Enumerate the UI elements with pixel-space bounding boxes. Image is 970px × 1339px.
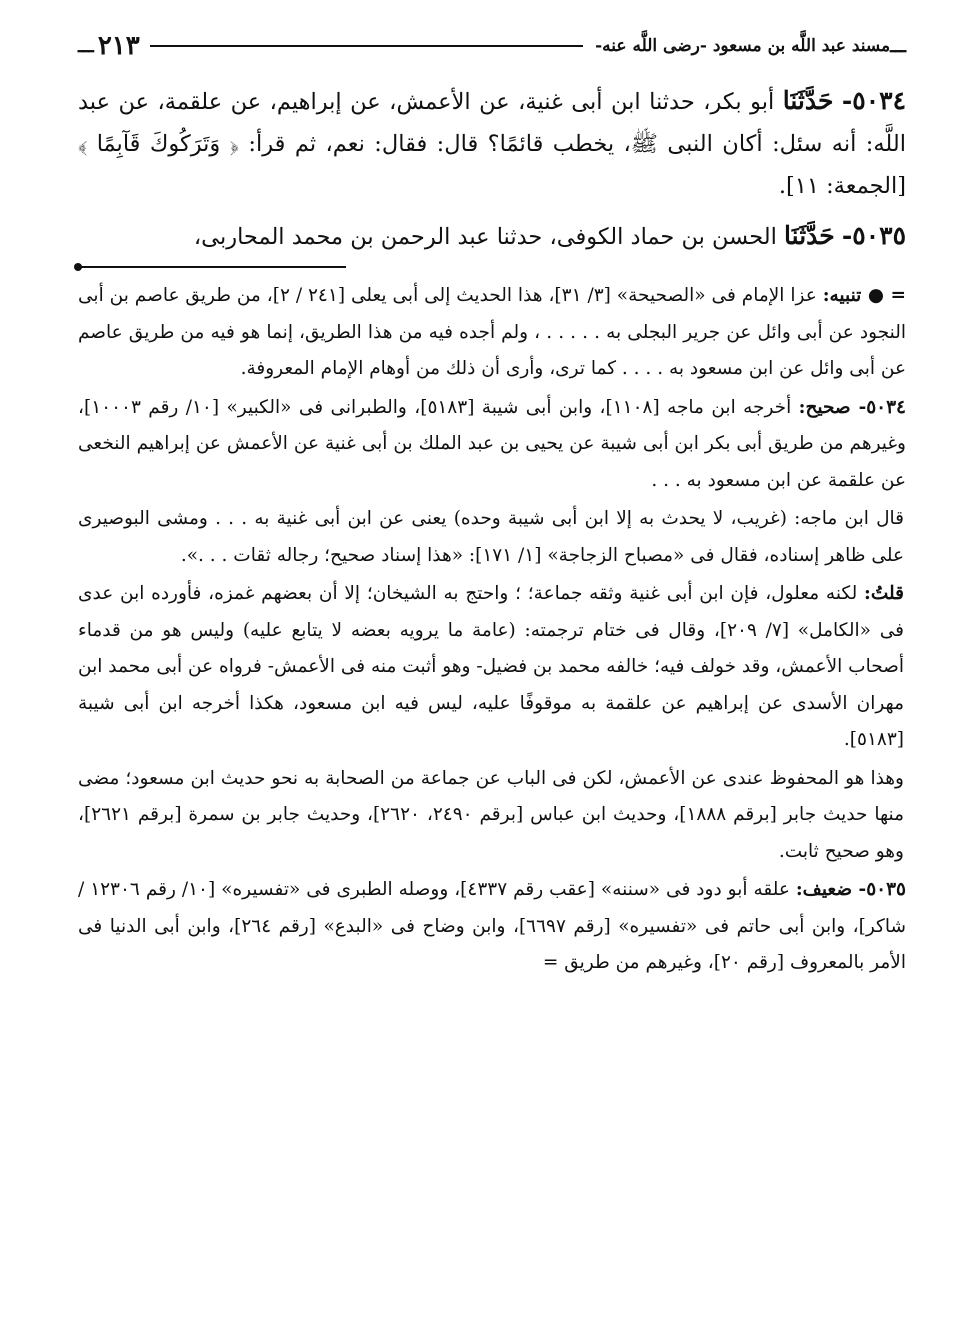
header-rule	[150, 45, 583, 47]
note-prefix: ٥٠٣٤- صحيح:	[798, 396, 906, 418]
note-prefix: = ● تنبيه:	[822, 285, 906, 306]
page	[78, 22, 906, 984]
hadith-5034	[78, 80, 906, 207]
note-5034-qultu	[78, 576, 906, 759]
note-text: علقه أبو دود فى «سننه» [عقب رقم ٤٣٣٧]، ووصله الطبرى فى «تفسيره» [١٠/ رقم ١٢٣٠٦ / شاكر]، وابن أبى حاتم فى «تفسيره» [رقم ٦٦٩٧]، وابن وضاح فى «البدع» [رقم ٢٦٤]، وابن أبى الدنيا فى الأمر بالمعروف [رقم ٢٠]، وغيرهم من طريق =	[78, 879, 906, 973]
note-5035	[78, 872, 906, 982]
note-tanbih	[78, 278, 906, 388]
haddathana-word: حَدَّثَنَا	[782, 86, 834, 115]
note-5034-mahfuz: وهذا هو المحفوظ عندى عن الأعمش، لكن فى الباب عن جماعة من الصحابة به نحو حديث ابن مسعود؛ مضى منها حديث جابر [برقم ١٨٨٨]، وحديث ابن عباس [برقم ٢٤٩٠، ٢٦٢٠]، وحديث جابر بن سمرة [برقم ٢٦٢١]، وهو صحيح ثابت.	[78, 767, 904, 862]
separator-dot	[74, 263, 82, 271]
header-dash-left: ـــ	[78, 35, 94, 57]
note-prefix: قلتُ:	[864, 583, 904, 604]
header-dash-right: ـــ	[890, 35, 906, 57]
hadith-5035	[78, 215, 906, 258]
hadith-text: أبو بكر، حدثنا ابن أبى غنية، عن الأعمش، عن إبراهيم، عن علقمة، عن عبد اللَّه: أنه سئل: أكان النبى ﷺ، يخطب قائمًا؟ قال: فقال: نعم، ثم قرأ: ﴿ وَتَرَكُوكَ قَآبِمًا ﴾ [الجمعة: ١١].	[78, 89, 906, 199]
hadith-number: ٥٠٣٥-	[841, 221, 906, 250]
note-text: لكنه معلول، فإن ابن أبى غنية وثقه جماعة؛ ؛ واحتج به الشيخان؛ إلا أن بعضهم غمزه، فأورده ابن عدى فى «الكامل» [٧/ ٢٠٩]، وقال فى ختام ترجمته: (عامة ما يرويه بعضه لا يتابع عليه) وليس هو من قدماء أصحاب الأعمش، وقد خولف فيه؛ خالفه محمد بن فضيل- وهو أثبت منه فى الأعمش- فرواه عن أبى محمد ابن مهران الأسدى عن إبراهيم عن علقمة به موقوفًا عليه، ليس فيه ابن مسعود، هكذا أخرجه ابن أبى شيبة [٥١٨٣].	[78, 583, 904, 750]
hadith-number: ٥٠٣٤-	[841, 86, 906, 115]
page-number: ٢١٣	[97, 31, 140, 61]
note-5034-ibnmajah: قال ابن ماجه: (غريب، لا يحدث به إلا ابن أبى شيبة وحده) يعنى عن ابن أبى غنية به . . . ومشى البوصيرى على ظاهر إسناده، فقال فى «مصباح الزجاجة» [١/ ١٧١]: «هذا إسناد صحيح؛ رجاله ثقات . . .».	[78, 508, 904, 566]
note-text: أخرجه ابن ماجه [١١٠٨]، وابن أبى شيبة [٥١٨٣]، والطبرانى فى «الكبير» [١٠/ رقم ١٠٠٠٣]، وغيرهم من طريق أبى بكر ابن أبى شيبة عن يحيى بن عبد الملك بن أبى غنية عن الأعمش عن إبراهيم النخعى عن علقمة عن ابن مسعود به . . .	[78, 396, 906, 491]
note-5034	[78, 390, 906, 500]
note-prefix: ٥٠٣٥- ضعيف:	[795, 879, 906, 900]
running-header	[78, 22, 906, 70]
main-text	[78, 80, 906, 258]
hadith-text: الحسن بن حماد الكوفى، حدثنا عبد الرحمن بن محمد المحاربى،	[193, 224, 785, 250]
footnotes	[78, 278, 906, 982]
note-text: عزا الإمام فى «الصحيحة» [٣/ ٣١]، هذا الحديث إلى أبى يعلى [٢٤١ / ٢]، من طريق عاصم بن أبى النجود عن أبى وائل عن جرير البجلى به . . . . . ، ولم أجده فيه من هذا الطريق، إنما هو فيه من طريق عاصم عن أبى وائل عن ابن مسعود به . . . . كما ترى، وأرى أن ذلك من أوهام الإمام المعروفة.	[78, 285, 906, 379]
running-title: مسند عبد اللَّه بن مسعود -رضى اللَّه عنه-	[595, 36, 891, 56]
footnote-separator	[78, 266, 346, 268]
haddathana-word: حَدَّثَنَا	[784, 221, 835, 250]
